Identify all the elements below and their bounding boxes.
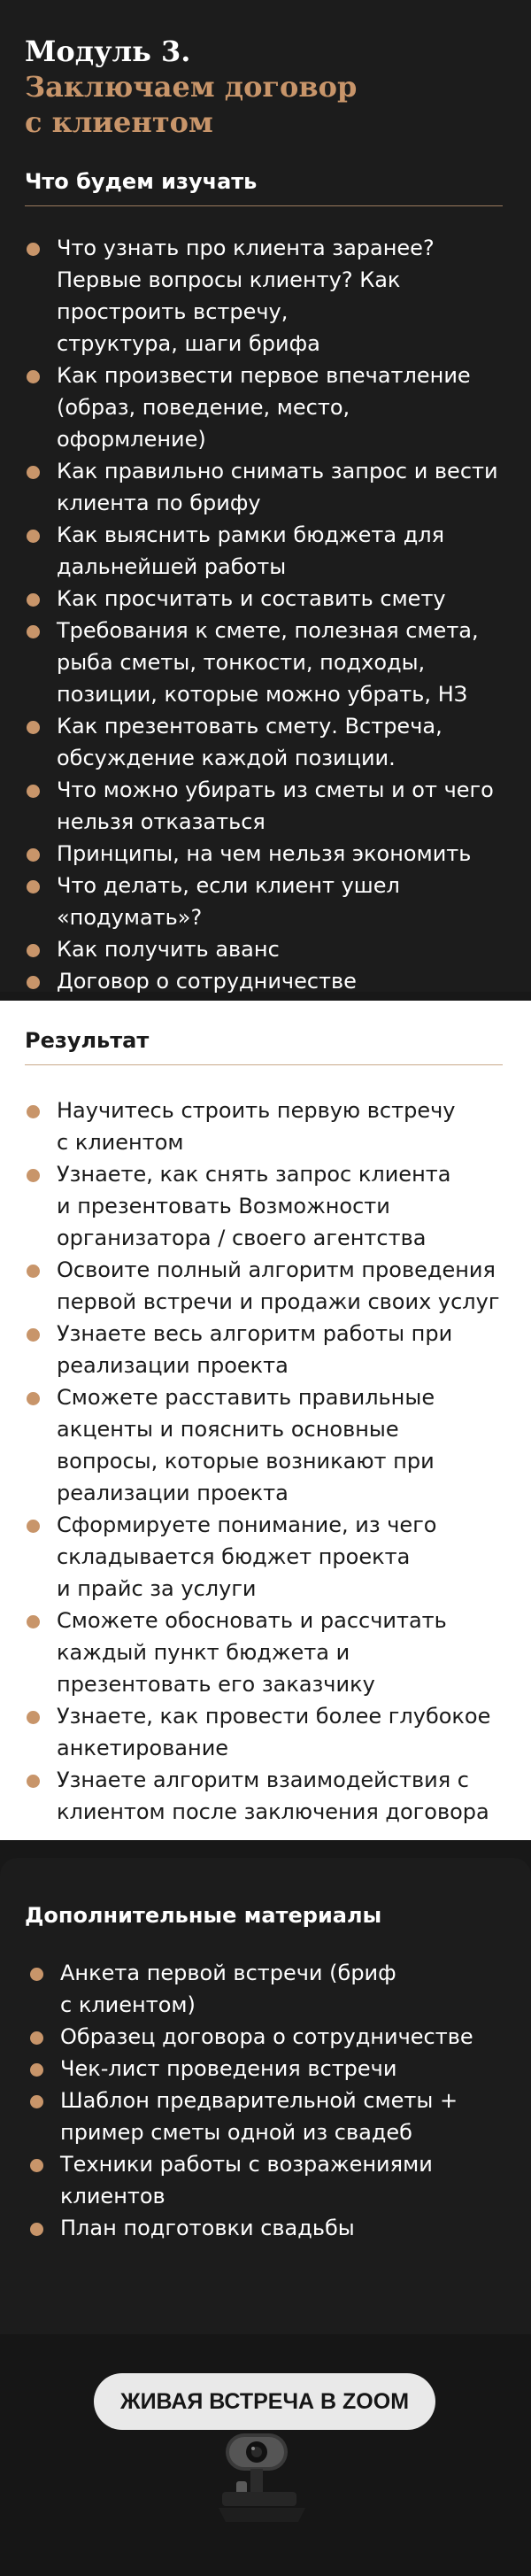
result-heading: Результат	[25, 1027, 503, 1065]
bullet-dot-icon	[27, 1169, 40, 1182]
bullet-dot-icon	[27, 243, 40, 256]
zoom-meeting-button[interactable]: ЖИВАЯ ВСТРЕЧА В ZOOM	[94, 2373, 435, 2430]
bullet-dot-icon	[27, 1775, 40, 1788]
bullet-dot-icon	[27, 944, 40, 957]
list-item: Анкета первой встречи (бриф с клиентом)	[28, 1957, 506, 2021]
extra-heading: Дополнительные материалы	[25, 1903, 382, 1928]
list-item: Научитесь строить первую встречу с клиентом	[25, 1095, 503, 1158]
bullet-dot-icon	[27, 1520, 40, 1533]
list-item: Узнаете, как снять запрос клиента и презентовать Возможности организатора / своего агентства	[25, 1158, 503, 1254]
list-item: Чек-лист проведения встречи	[28, 2053, 506, 2085]
module-number: Модуль 3.	[25, 35, 191, 68]
list-item: Узнаете алгоритм взаимодействия с клиентом после заключения договора	[25, 1764, 503, 1828]
bullet-dot-icon	[27, 976, 40, 989]
webcam-icon	[217, 2430, 323, 2536]
list-item: План подготовки свадьбы	[28, 2212, 506, 2244]
bullet-dot-icon	[27, 1328, 40, 1342]
bullet-dot-icon	[30, 2031, 43, 2045]
list-item: Узнаете, как провести более глубокое анкетирование	[25, 1700, 503, 1764]
list-item: Шаблон предварительной сметы + пример сметы одной из свадеб	[28, 2085, 506, 2148]
list-item: Что можно убирать из сметы и от чего нельзя отказаться	[25, 774, 503, 838]
cta-section	[0, 2334, 531, 2576]
extra-materials-section	[0, 1858, 531, 2334]
bullet-dot-icon	[27, 880, 40, 893]
list-item: Что делать, если клиент ушел «подумать»?	[25, 870, 503, 933]
bullet-dot-icon	[27, 848, 40, 862]
bullet-dot-icon	[30, 2095, 43, 2108]
list-item: Сможете обосновать и рассчитать каждый пункт бюджета и презентовать его заказчику	[25, 1605, 503, 1700]
list-item: Как просчитать и составить смету	[25, 583, 503, 615]
list-item: Сформируете понимание, из чего складывается бюджет проекта и прайс за услуги	[25, 1509, 503, 1605]
list-item: Требования к смете, полезная смета, рыба сметы, тонкости, подходы, позиции, которые можно убрать, НЗ	[25, 615, 503, 710]
module-section	[0, 0, 531, 992]
list-item: Узнаете весь алгоритм работы при реализации проекта	[25, 1318, 503, 1381]
bullet-dot-icon	[27, 1615, 40, 1628]
learn-list	[25, 232, 503, 997]
bullet-dot-icon	[27, 593, 40, 607]
module-name-line1: Заключаем договор	[25, 70, 358, 104]
result-list	[25, 1095, 503, 1828]
module-title	[25, 34, 503, 140]
list-item: Техники работы с возражениями клиентов	[28, 2148, 506, 2212]
result-section	[0, 1001, 531, 1840]
list-item: Образец договора о сотрудничестве	[28, 2021, 506, 2053]
bullet-dot-icon	[30, 2159, 43, 2172]
list-item: Освоите полный алгоритм проведения первой встречи и продажи своих услуг	[25, 1254, 503, 1318]
bullet-dot-icon	[27, 721, 40, 734]
bullet-dot-icon	[30, 2223, 43, 2236]
bullet-dot-icon	[27, 1711, 40, 1724]
list-item: Как выяснить рамки бюджета для дальнейшей работы	[25, 519, 503, 583]
bullet-dot-icon	[27, 370, 40, 383]
list-item: Что узнать про клиента заранее? Первые вопросы клиенту? Как простроить встречу, структура, шаги брифа	[25, 232, 503, 360]
list-item: Как получить аванс	[25, 933, 503, 965]
list-item: Как правильно снимать запрос и вести клиента по брифу	[25, 455, 503, 519]
learn-heading: Что будем изучать	[25, 168, 503, 206]
list-item: Сможете расставить правильные акценты и пояснить основные вопросы, которые возникают при реализации проекта	[25, 1381, 503, 1509]
bullet-dot-icon	[27, 785, 40, 798]
bullet-dot-icon	[30, 2063, 43, 2077]
list-item: Принципы, на чем нельзя экономить	[25, 838, 503, 870]
bullet-dot-icon	[27, 466, 40, 479]
bullet-dot-icon	[30, 1968, 43, 1981]
extra-list	[28, 1957, 506, 2244]
module-name-line2: с клиентом	[25, 105, 213, 139]
bullet-dot-icon	[27, 1265, 40, 1278]
list-item: Как презентовать смету. Встреча, обсуждение каждой позиции.	[25, 710, 503, 774]
bullet-dot-icon	[27, 1105, 40, 1118]
bullet-dot-icon	[27, 1392, 40, 1405]
list-item: Договор о сотрудничестве	[25, 965, 503, 997]
bullet-dot-icon	[27, 625, 40, 638]
list-item: Как произвести первое впечатление (образ, поведение, место, оформление)	[25, 360, 503, 455]
bullet-dot-icon	[27, 530, 40, 543]
